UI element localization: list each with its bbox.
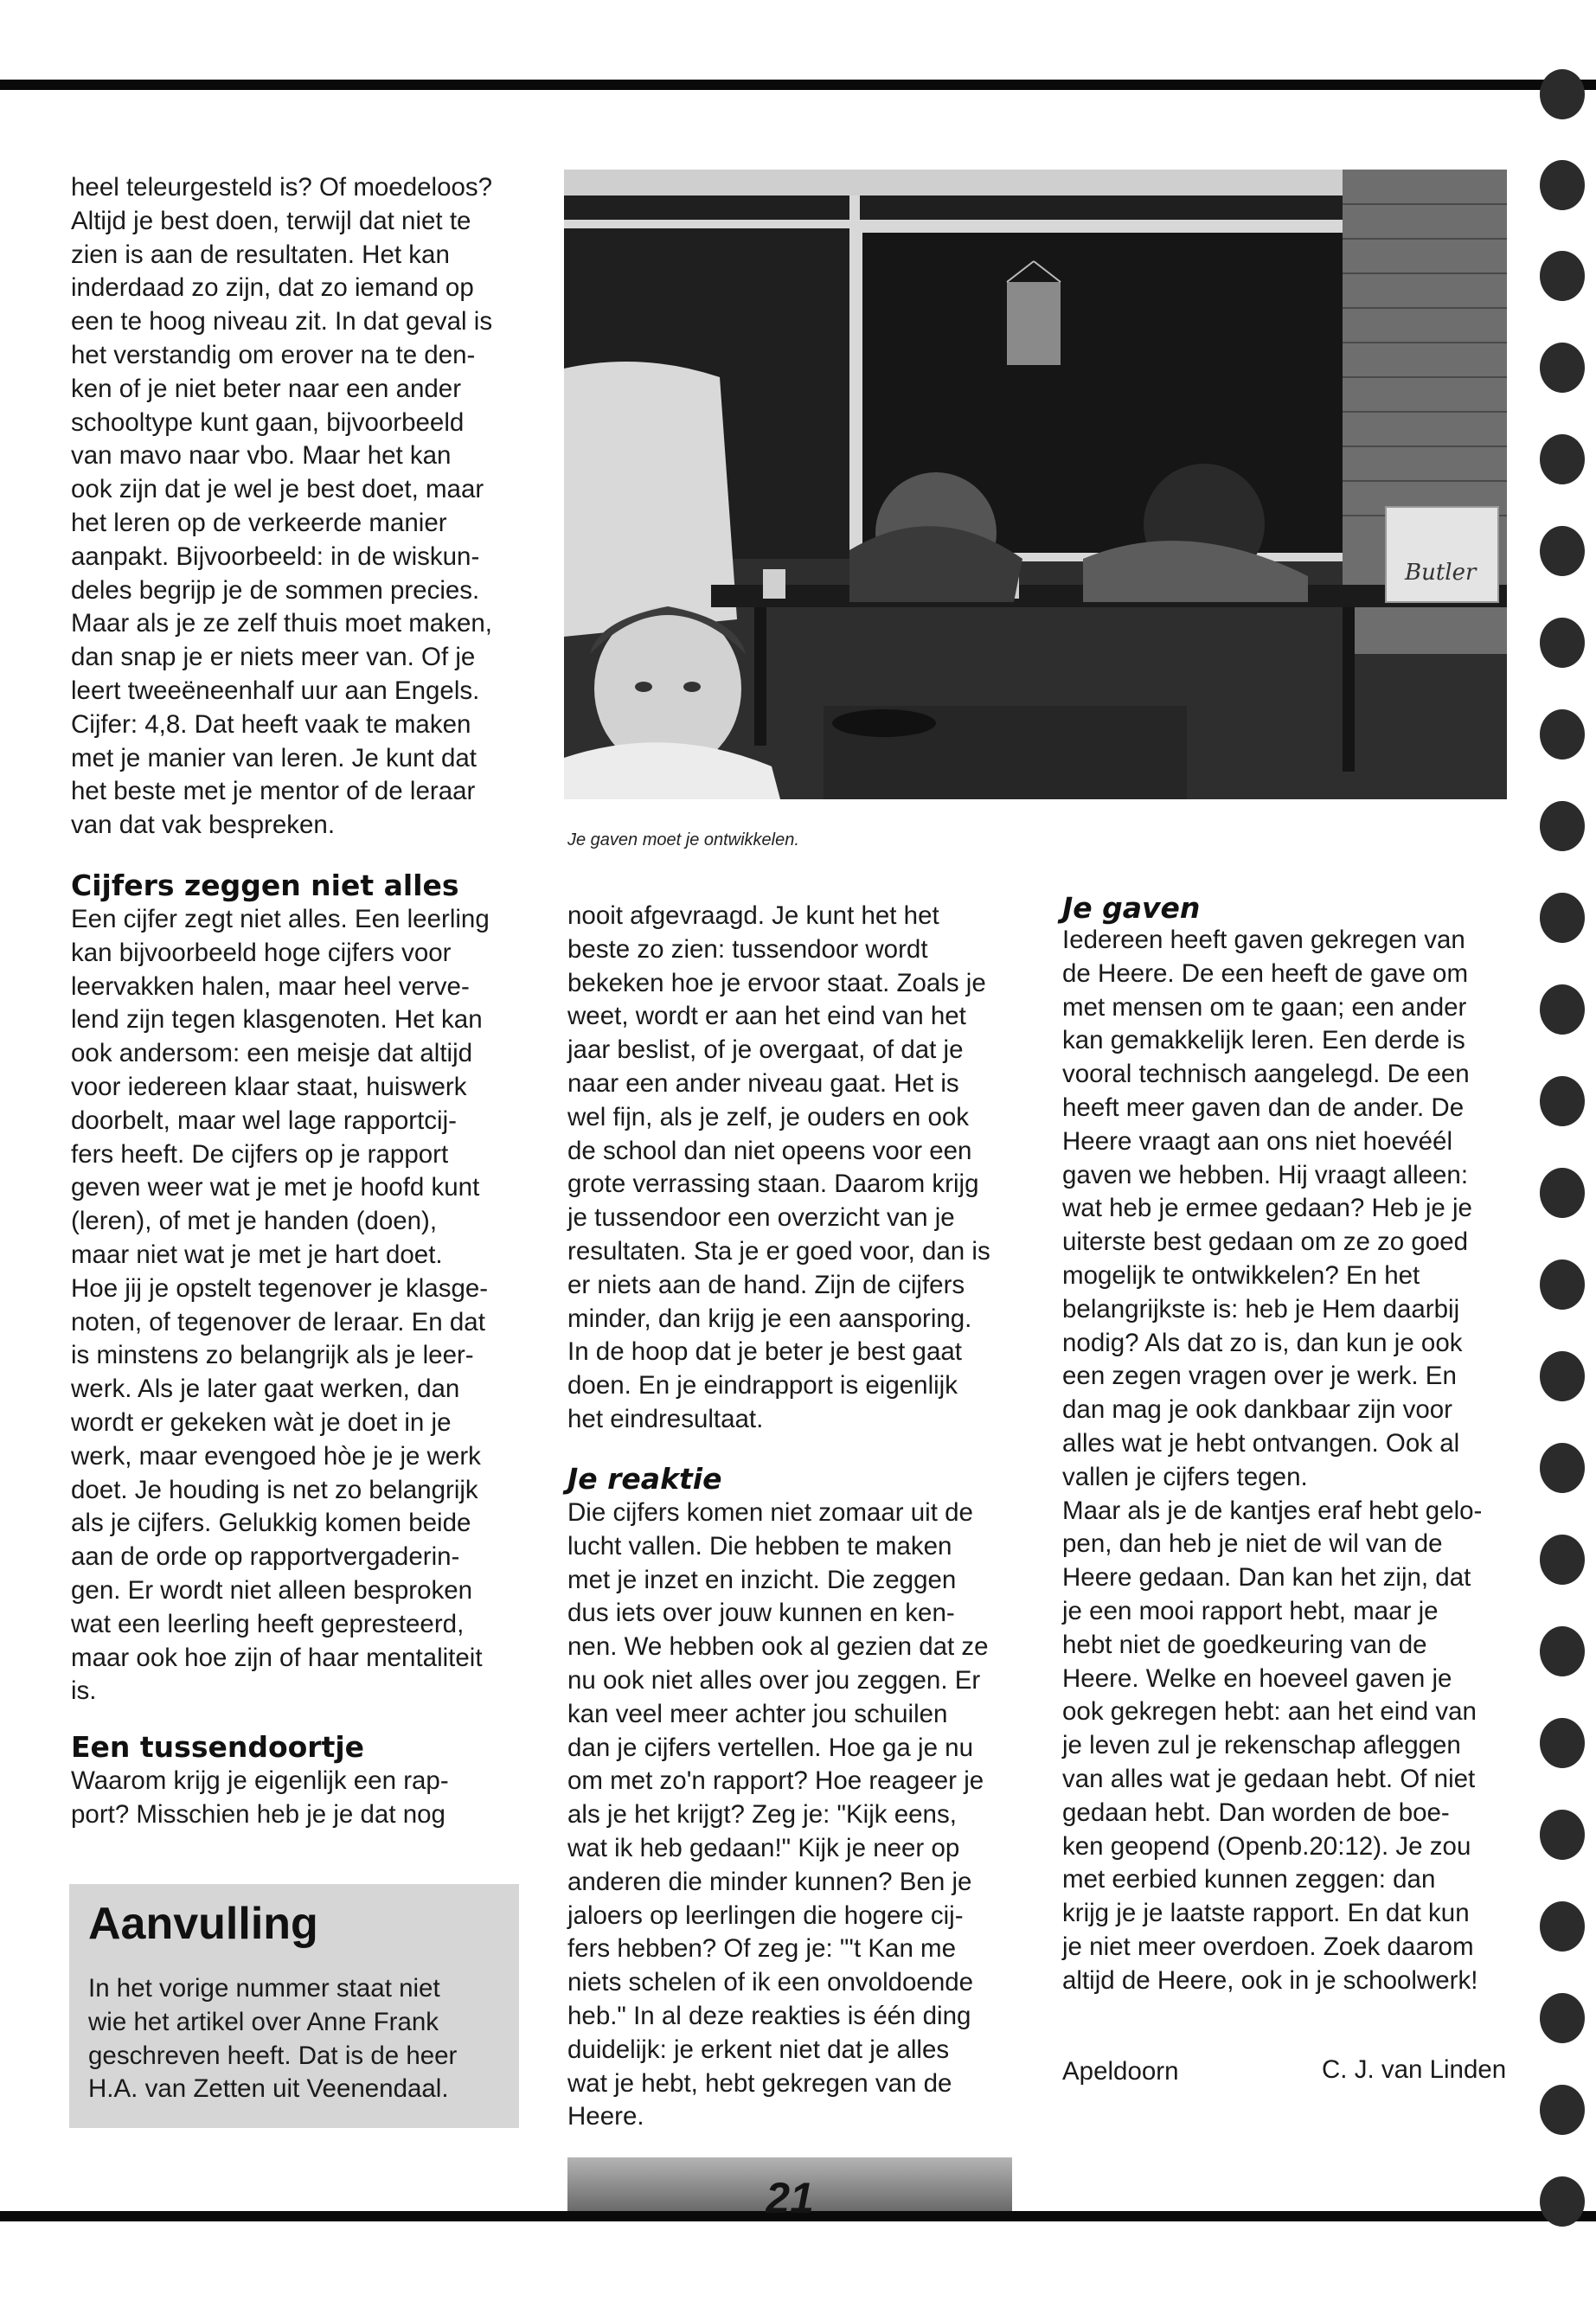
article-reaktie-text: Die cijfers komen niet zomaar uit de lucht vallen. Die hebben te maken met je inzet en inzicht. Die zeggen dus iets over jouw kunnen en ken- nen. We hebben ook al gezien dat ze nu ook niet alles over jou zeggen. Er kan veel meer achter jou schuilen dan je cijfers vertellen. Hoe ga je nu om met zo'n rapport? Hoe reageer je als je het krijgt? Zeg je: "Kijk eens, wat ik heb gedaan!" Kijk je neer op anderen die minder kunnen? Ben je jaloers op leerlingen die hogere cij- fers hebben? Of zeg je: "'t Kan me niets schelen of ik een onvoldoende heb." In al deze reakties is één ding duidelijk: je erkent niet dat je alles wat je hebt, hebt gekregen van de Heere.: [567, 1498, 989, 2131]
punch-hole: [1540, 1535, 1585, 1585]
article-col2-intro: nooit afgevraagd. Je kunt het het beste zo zien: tussendoor wordt bekeken hoe je ervoor staat. Zoals je weet, wordt er aan het eind van het jaar beslist, of je overgaat, of dat je naar een ander niveau gaat. Het is wel fijn, als je zelf, je ouders en ook de school dan niet opeens voor een grote verrassing staan. Daarom krijg je tussendoor een overzicht van je resultaten. Sta je er goed voor, dan is er niets aan de hand. Zijn de cijfers minder, dan krijg je een aansporing. In de hoop dat je beter je best gaat doen. En je eindrapport is eigenlijk het eindresultaat.: [567, 901, 990, 1433]
punch-hole: [1540, 1810, 1585, 1860]
author-place: Apeldoorn: [1062, 2057, 1179, 2086]
punch-hole: [1540, 1626, 1585, 1676]
photo-caption: Je gaven moet je ontwikkelen.: [567, 830, 799, 849]
article-cijfers-text: Een cijfer zegt niet alles. Een leerling kan bijvoorbeeld hoge cijfers voor leervakken halen, maar heel verve- lend zijn tegen klasgenoten. Het kan ook andersom: een meisje dat altijd voor iedereen klaar staat, huiswerk doorbelt, maar wel lage rapportcij- fers heeft. De cijfers op je rapport geven weer wat je met je hoofd kunt (leren), of met je handen (doen), maar niet wat je met je hart doet. Hoe jij je opstelt tegenover je klasge- noten, of tegenover de leraar. En dat is minstens zo belangrijk als je leer- werk. Als je later gaat werken, dan wordt er gekeken wàt je doet in je werk, maar evengoed hòe je je werk doet. Je houding is net zo belangrijk als je cijfers. Gelukkig komen beide aan de orde op rapportvergaderin- gen. Er wordt niet alleen besproken wat een leerling heeft gepresteerd, maar ook hoe zijn of haar mentaliteit is.: [71, 905, 490, 1706]
punch-hole: [1540, 1901, 1585, 1952]
classroom-photo-illustration: [564, 170, 1507, 799]
heading-reaktie: Je reaktie: [567, 1462, 722, 1496]
photo-box-label: Butler: [1405, 560, 1477, 586]
author-name: C. J. van Linden: [1322, 2055, 1507, 2084]
punch-hole: [1540, 893, 1585, 943]
punch-hole: [1540, 1443, 1585, 1493]
aanvulling-box: [69, 1884, 519, 2128]
punch-hole: [1540, 251, 1585, 301]
punch-hole: [1540, 2176, 1585, 2227]
classroom-photo: [564, 170, 1507, 799]
heading-gaven: Je gaven: [1062, 891, 1201, 925]
punch-hole: [1540, 434, 1585, 484]
punch-hole: [1540, 2085, 1585, 2135]
article-gaven-text: Iedereen heeft gaven gekregen van de Heere. De een heeft de gave om met mensen om te gaan; een ander kan gemakkelijk leren. Een derde is vooral technisch aangelegd. De een heeft meer gaven dan de ander. De Heere vraagt aan ons niet hoevéél gaven we hebben. Hij vraagt alleen: wat heb je ermee gedaan? Heb je je uiterste best gedaan om ze zo goed mogelijk te ontwikkelen? En het belangrijkste is: heb je Hem daarbij nodig? Als dat zo is, dan kun je ook een zegen vragen over je werk. En dan mag je ook dankbaar zijn voor alles wat je hebt ontvangen. Ook al vallen je cijfers tegen. Maar als je de kantjes eraf hebt gelo- pen, dan heb je niet de wil van de Heere gedaan. Dan kan het zijn, dat je een mooi rapport hebt, maar je hebt niet de goedkeuring van de Heere. Welke en hoeveel gaven je ook gekregen hebt: aan het eind van je leven zul je rekenschap afleggen van alles wat je gedaan hebt. Of niet gedaan hebt. Dan worden de boe- ken geopend (Openb.20:12). Je zou met eerbied kunnen zeggen: dan krijg je je laatste rapport. En dat kun je niet meer overdoen. Zoek daarom altijd de Heere, ook in je schoolwerk!: [1062, 926, 1483, 1995]
punch-hole: [1540, 801, 1585, 851]
punch-hole: [1540, 709, 1585, 760]
punch-hole: [1540, 1351, 1585, 1401]
punch-hole: [1540, 526, 1585, 576]
punch-hole: [1540, 1993, 1585, 2043]
page-number-tab: [567, 2157, 1012, 2222]
punch-hole: [1540, 343, 1585, 393]
punch-hole: [1540, 69, 1585, 119]
article-tussendoortje-text: Waarom krijg je eigenlijk een rap- port? Misschien heb je je dat nog: [71, 1766, 449, 1829]
aanvulling-title: Aanvulling: [88, 1899, 318, 1949]
heading-cijfers: Cijfers zeggen niet alles: [71, 868, 459, 902]
punch-hole: [1540, 984, 1585, 1035]
punch-hole: [1540, 1718, 1585, 1768]
punch-hole: [1540, 1076, 1585, 1126]
punch-hole: [1540, 1259, 1585, 1310]
punch-hole: [1540, 1168, 1585, 1218]
heading-tussendoortje: Een tussendoortje: [71, 1730, 365, 1764]
binder-holes: [1531, 52, 1592, 2249]
punch-hole: [1540, 618, 1585, 668]
top-border: [0, 80, 1596, 90]
punch-hole: [1540, 160, 1585, 210]
page-number: 21: [766, 2174, 814, 2222]
aanvulling-text: In het vorige nummer staat niet wie het artikel over Anne Frank geschreven heeft. Dat is de heer H.A. van Zetten uit Veenendaal.: [88, 1974, 458, 2104]
article-col1-intro: heel teleurgesteld is? Of moedeloos? Altijd je best doen, terwijl dat niet te zien is aan de resultaten. Het kan inderdaad zo zijn, dat zo iemand op een te hoog niveau zit. In dat geval is het verstandig om erover na te den- ken of je niet beter naar een ander schooltype kunt gaan, bijvoorbeeld van mavo naar vbo. Maar het kan ook zijn dat je wel je best doet, maar het leren op de verkeerde manier aanpakt. Bijvoorbeeld: in de wiskun- deles begrijp je de sommen precies. Maar als je ze zelf thuis moet maken, dan snap je er niets meer van. Of je leert tweeëneenhalf uur aan Engels. Cijfer: 4,8. Dat heeft vaak te maken met je manier van leren. Je kunt dat het beste met je mentor of de leraar van dat vak bespreken.: [71, 173, 493, 840]
